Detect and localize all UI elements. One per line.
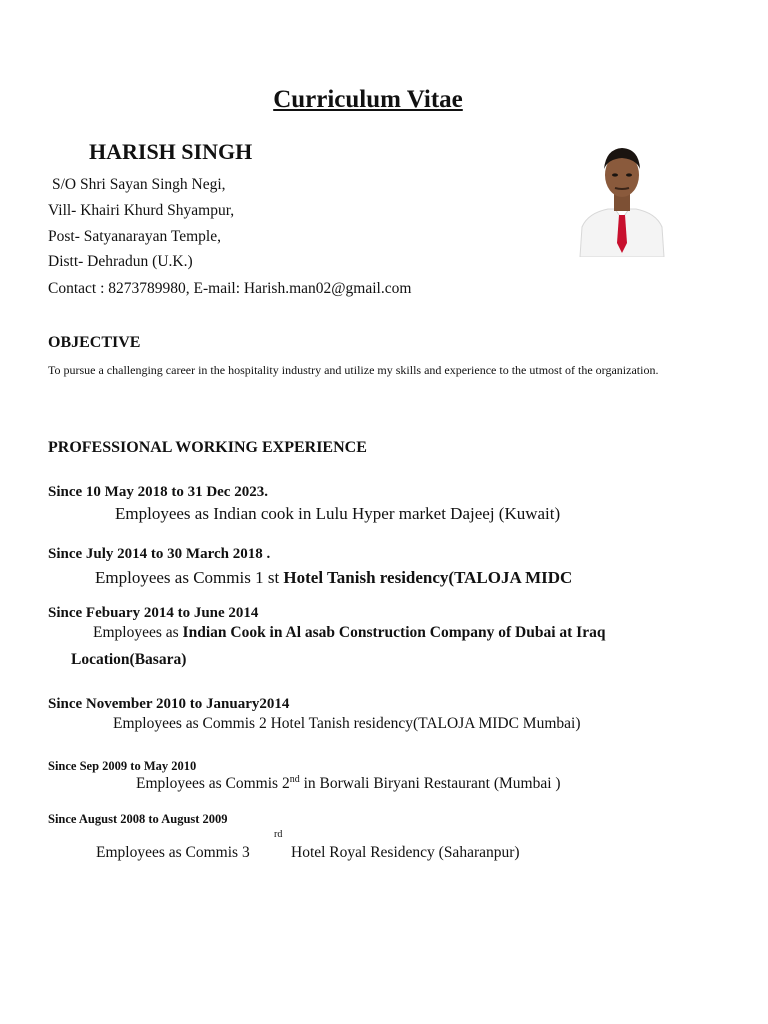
experience-heading: PROFESSIONAL WORKING EXPERIENCE [48, 439, 367, 456]
person-photo-icon [578, 135, 666, 257]
contact-line: Contact : 8273789980, E-mail: Harish.man02@gmail.com [48, 280, 412, 297]
address-line-2: Vill- Khairi Khurd Shyampur, [48, 202, 235, 219]
job-period-4: Since November 2010 to January2014 [48, 696, 290, 712]
job-period-3: Since Febuary 2014 to June 2014 [48, 605, 259, 621]
profile-photo [578, 135, 666, 257]
job-desc-2 [95, 568, 572, 588]
job-desc-6-prefix: Employees as Commis 3 [96, 844, 250, 861]
objective-heading: OBJECTIVE [48, 334, 141, 351]
job-desc-6-suffix: Hotel Royal Residency (Saharanpur) [291, 844, 520, 861]
job-desc-3-prefix: Employees as [93, 624, 183, 641]
job-desc-5 [136, 774, 561, 793]
job-desc-3-line2: Location(Basara) [71, 651, 187, 668]
job-desc-1: Employees as Indian cook in Lulu Hyper market Dajeej (Kuwait) [115, 504, 561, 523]
job-desc-4: Employees as Commis 2 Hotel Tanish residency(TALOJA MIDC Mumbai) [113, 715, 581, 732]
job-period-6: Since August 2008 to August 2009 [48, 812, 228, 826]
document-title: Curriculum Vitae [273, 86, 463, 113]
job-period-2: Since July 2014 to 30 March 2018 . [48, 546, 271, 562]
job-desc-6-sup: rd [274, 829, 283, 840]
job-desc-5-suffix: in Borwali Biryani Restaurant (Mumbai ) [299, 775, 561, 793]
objective-text: To pursue a challenging career in the hospitality industry and utilize my skills and experience to the utmost of the organization. [48, 363, 659, 377]
job-period-5: Since Sep 2009 to May 2010 [48, 759, 197, 773]
address-line-3: Post- Satyanarayan Temple, [48, 228, 221, 245]
job-desc-3-employer: Indian Cook in Al asab Construction Company of Dubai at Iraq [182, 624, 606, 641]
address-line-1: S/O Shri Sayan Singh Negi, [52, 176, 226, 193]
candidate-name: HARISH SINGH [89, 139, 253, 164]
address-line-4: Distt- Dehradun (U.K.) [48, 253, 193, 270]
job-desc-2-prefix: Employees as Commis 1 st [95, 568, 284, 587]
job-desc-5-prefix: Employees as Commis 2 [136, 775, 290, 793]
job-desc-2-employer: Hotel Tanish residency(TALOJA MIDC [283, 568, 573, 587]
job-desc-3 [93, 624, 605, 642]
job-period-1: Since 10 May 2018 to 31 Dec 2023. [48, 484, 268, 500]
job-desc-5-sup: nd [289, 774, 300, 785]
